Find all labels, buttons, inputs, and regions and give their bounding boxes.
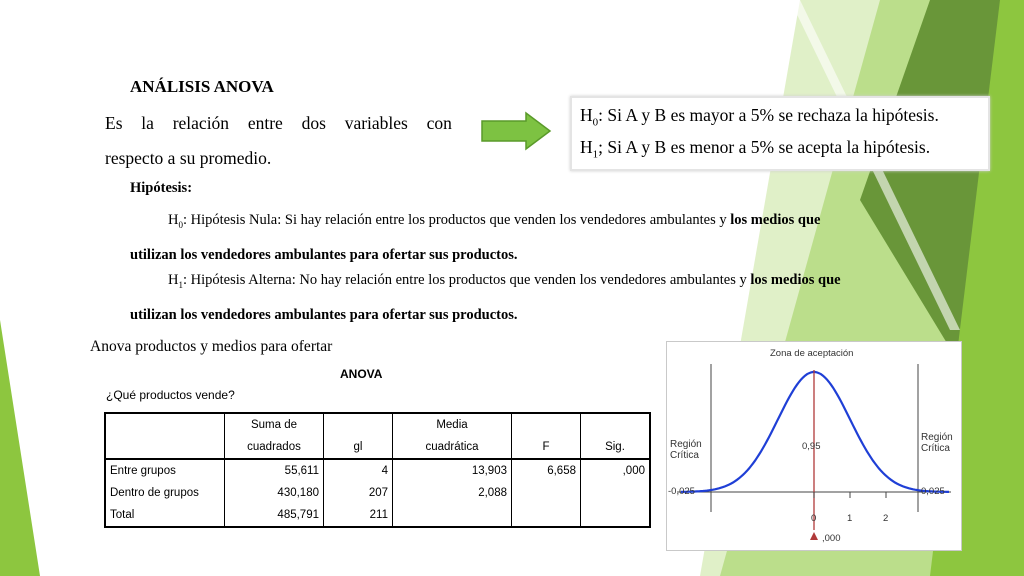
sig-arrow-icon [810,532,818,540]
right-region-label: Región Crítica [921,432,953,454]
hypothesis-box-h1: $H_1$; Si A y B es menor a 5% se acepta la hipótesis. [580,137,931,161]
intro-word: Es [105,113,123,133]
col-header-gl: gl [324,436,393,459]
anova-table-title: ANOVA [340,367,383,381]
table-row: Entre grupos 55,611 4 13,903 6,658 ,000 [105,459,650,482]
intro-line-1 [105,113,452,134]
col-header-sig: Sig. [581,436,651,459]
slide-title: ANÁLISIS ANOVA [130,77,274,96]
left-green-triangle [0,320,40,576]
anova-header-row-1 [105,413,650,436]
intro-word: la [141,113,154,133]
center-value: 0,95 [802,441,821,452]
bell-curve [681,372,949,492]
anova-header-row-2: cuadrados gl cuadrática F Sig. [105,436,650,459]
hipotesis-nula-paragraph: $H_0$: Hipótesis Nula: Si hay relación entre los productos que venden los vendedores ambulantes y los medios que utilizan los vendedores ambulantes para ofertar sus productos. [130,212,821,263]
col-header-f: F [512,436,581,459]
right-tail-value: 0,025 [921,486,945,497]
intro-word: con [426,113,452,133]
hipotesis-label: Hipótesis: [130,180,193,196]
sig-label: ,000 [822,533,841,544]
hypothesis-box [570,96,990,171]
table-row: Dentro de grupos 430,180 207 2,088 [105,482,650,504]
anova-question: ¿Qué productos vende? [106,388,235,402]
left-tail-value: -0,025 [668,486,695,497]
intro-word: dos [301,113,326,133]
anova-table [104,412,651,528]
col-header-suma: Suma de [225,413,324,436]
anova-header: Anova productos y medios para ofertar [90,338,333,355]
intro-word: entre [247,113,283,133]
intro-word: relación [172,113,230,133]
right-arrow-icon [480,111,552,151]
tick-label: 0 [811,513,817,524]
hipotesis-alterna-paragraph: $H_1$: Hipótesis Alterna: No hay relación entre los productos que venden los vendedores ambulantes y los medios que utilizan los vendedores ambulantes para ofertar sus productos. [130,272,841,323]
bell-curve-figure [666,341,962,551]
col-header-media: Media [393,413,512,436]
intro-word: variables [344,113,408,133]
zone-label: Zona de aceptación [770,348,854,359]
tick-label: 1 [847,513,853,524]
hypothesis-box-h0: $H_0$: Si A y B es mayor a 5% se rechaza la hipótesis. [580,105,939,129]
intro-line-2: respecto a su promedio. [105,148,272,168]
tick-label: 2 [883,513,889,524]
table-row: Total 485,791 211 [105,504,650,527]
left-region-label: Región Crítica [670,439,702,461]
